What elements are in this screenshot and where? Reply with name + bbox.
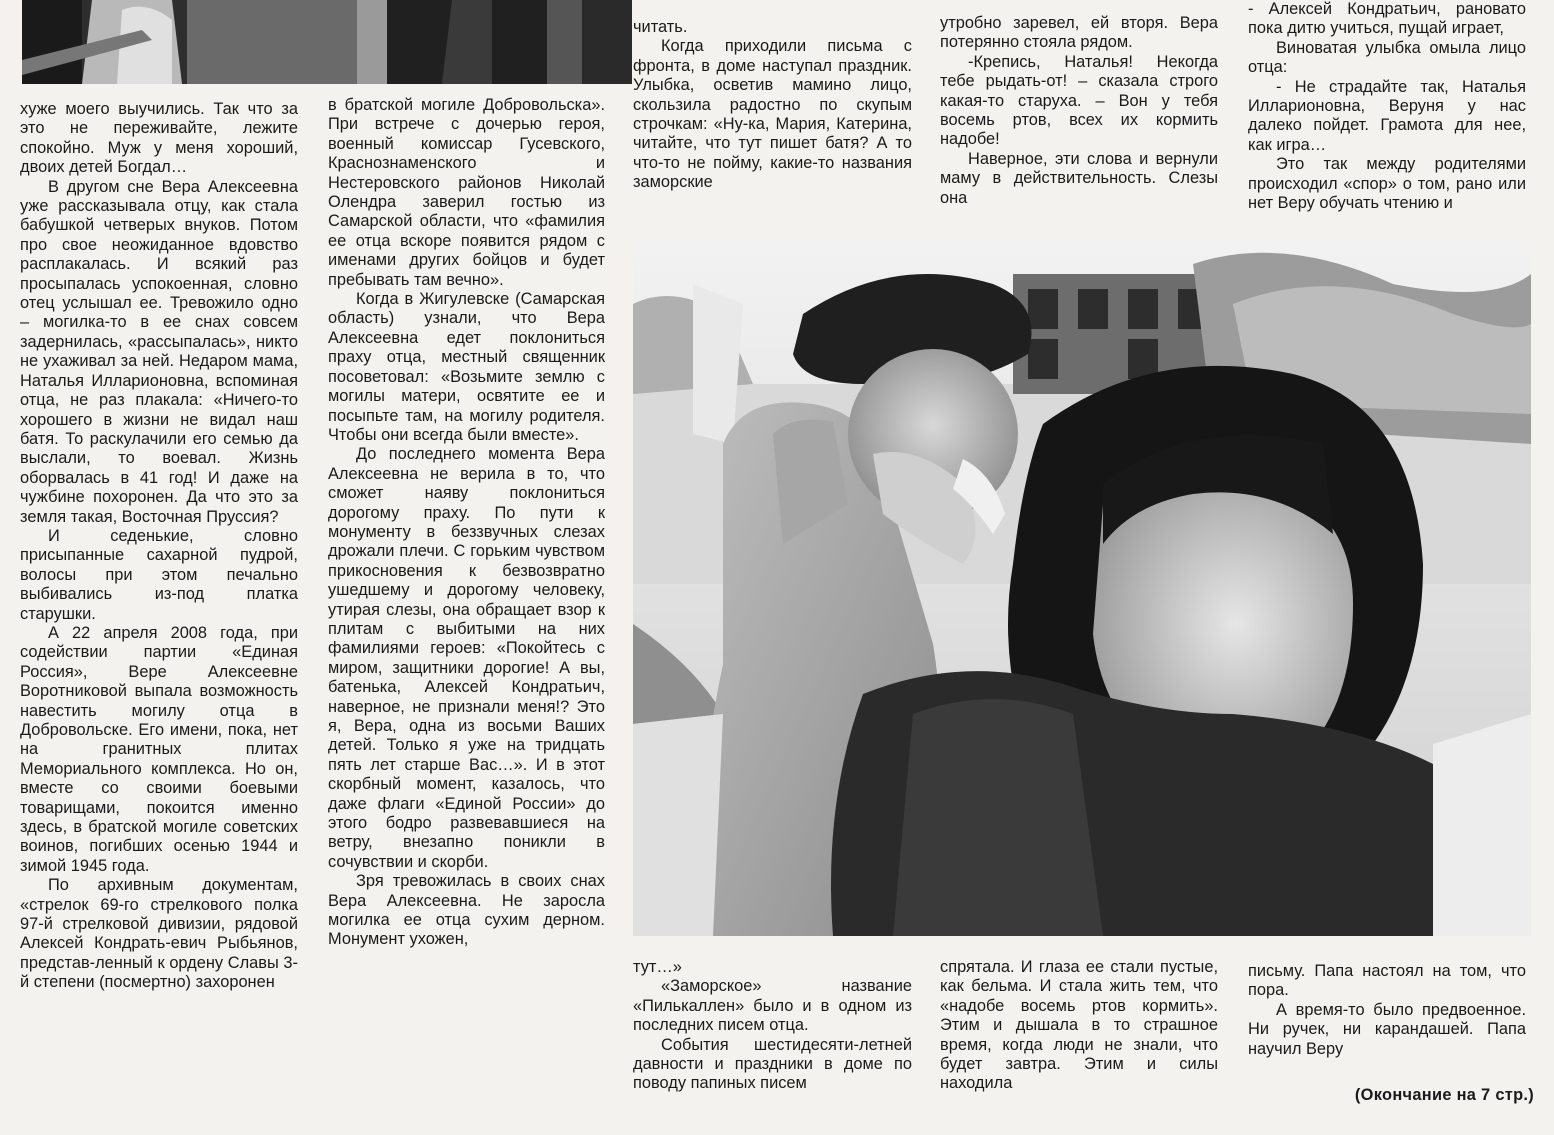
col1-paragraph: И седенькие, словно присыпанные сахарной пудрой, волосы при этом печально выбивались из-под платка старушки.	[20, 526, 298, 623]
col2-paragraph: в братской могиле Добровольска». При встрече с дочерью героя, военный комиссар Гусевского, Краснознаменского и Нестеровского районов Николай Олендра заверил гостью из Самарской области, что «фамилия ее отца вскоре появится рядом с именами других бойцов и будет пребывать там вечно».	[328, 96, 605, 289]
col3-paragraph: тут…»	[633, 958, 682, 976]
col5-paragraph: Виноватая улыбка омыла лицо отца:	[1248, 38, 1526, 77]
article-column-4-bottom	[940, 958, 1218, 1098]
col4-paragraph: -Крепись, Наталья! Некогда тебе рыдать-от! – сказала строго какая-то старуха. – Вон у тебя восемь ртов, всех их кормить надобе!	[940, 52, 1218, 149]
main-photo-graphic	[633, 244, 1531, 936]
col3-paragraph: читать.	[633, 18, 688, 36]
col5-paragraph: - Не страдайте так, Наталья Илларионовна, Веруня у нас далеко пойдет. Грамота для нее, как игра…	[1248, 77, 1526, 154]
article-column-3-bottom	[633, 958, 912, 1098]
col2-paragraph: Когда в Жигулевске (Самарская область) узнали, что Вера Алексеевна едет поклониться праху отца, местный священник посоветовал: «Возьмите землю с могилы матери, освятите ее и посыпьте там, на могилу родителя. Чтобы они всегда были вместе».	[328, 290, 605, 444]
col1-paragraph: хуже моего выучились. Так что за это не переживайте, лежите спокойно. Муж у меня хороший, двоих детей Богдал…	[20, 100, 298, 177]
col5-paragraph: Это так между родителями происходил «спор» о том, рано или нет Веру обучать чтению и	[1248, 155, 1526, 213]
col5-paragraph: письму. Папа настоял на том, что пора.	[1248, 962, 1526, 1000]
col4-paragraph: спрятала. И глаза ее стали пустые, как бельма. И стала жить тем, что «надобе восемь ртов кормить». Этим и дышала в то страшное время, когда люди не знали, что будет завтра. Этим и силы находила	[940, 958, 1218, 1093]
col2-paragraph: Зря тревожилась в своих снах Вера Алексеевна. Не заросла могилка ее отца сухим дерном. Монумент ухожен,	[328, 872, 605, 949]
col1-paragraph: По архивным документам, «стрелок 69-го стрелкового полка 97-й стрелковой дивизии, рядовой Алексей Кондрать-евич Рыбьянов, представ-ленный к ордену Славы 3-й степени (посмертно) захоронен	[20, 876, 298, 992]
article-column-3-top	[633, 18, 912, 218]
col1-paragraph: А 22 апреля 2008 года, при содействии партии «Единая Россия», Вере Алексеевне Воротниковой выпала возможность навестить могилу отца в Добровольске. Его имени, пока, нет на гранитных плитах Мемориального комплекса. Но он, вместе со своими боевыми товарищами, покоится именно здесь, в братской могиле советских воинов, погибших осенью 1944 и зимой 1945 года.	[20, 623, 298, 875]
article-column-5-top	[1248, 0, 1526, 232]
top-photo-graphic	[22, 0, 632, 84]
col1-paragraph: В другом сне Вера Алексеевна уже рассказывала отцу, как стала бабушкой четверых внуков. Потом про свое неожиданное вдовство расплакалась. И всякий раз просыпалась успокоенная, словно отец услышал ее. Тревожило одно – могилка-то в ее снах совсем задернилась, «рассыпалась», никто не ухаживал за ней. Недаром мама, Наталья Илларионовна, вспоминая отца, не раз плакала: «Ничего-то хорошего в жизни не видал наш батя. То раскулачили его семью да выслали, то воевал. Жизнь оборвалась в 41 год! И даже на чужбине похоронен. Да что это за земля такая, Восточная Пруссия?	[20, 177, 298, 526]
col3-paragraph: Когда приходили письма с фронта, в доме наступал праздник. Улыбка, осветив мамино лицо, скользила радостно по скупым строчкам: «Ну-ка, Мария, Катерина, читайте, что тут пишет батя? А то что-то не пойму, какие-то названия заморские	[633, 37, 912, 192]
article-column-4-top	[940, 14, 1218, 218]
col3-paragraph: События шестидесяти-летней давности и праздники в доме по поводу папиных писем	[633, 1035, 912, 1093]
top-photo-fragment	[22, 0, 632, 84]
col5-paragraph: А время-то было предвоенное. Ни ручек, ни карандашей. Папа научил Веру	[1248, 1000, 1526, 1058]
col2-paragraph: До последнего момента Вера Алексеевна не верила в то, что сможет наяву поклониться дорогому праху. По пути к монументу в беззвучных слезах дрожали плечи. С горьким чувством прикосновения к безвозвратно ушедшему и дорогому человеку, утирая слезы, она обращает взор к плитам с выбитыми на них фамилиями героев: «Покойтесь с миром, защитники дорогие! А вы, батенька, Алексей Кондратьич, наверное, не признали меня!? Это я, Вера, одна из восьми Ваших детей. Только я уже на тридцать пять лет старше Вас…». И в этот скорбный момент, казалось, что даже флаги «Единой России» до этого бодро развевавшиеся на ветру, внезапно поникли в сочувствии и скорби.	[328, 445, 605, 871]
continuation-note: (Окончание на 7 стр.)	[1354, 1086, 1534, 1104]
article-column-2	[328, 96, 605, 1116]
main-photo	[633, 244, 1531, 936]
article-column-1	[20, 100, 298, 1120]
article-column-5-bottom	[1248, 962, 1526, 1062]
col4-paragraph: утробно заревел, ей вторя. Вера потерянно стояла рядом.	[940, 14, 1218, 52]
col3-paragraph: «Заморское» название «Пилькаллен» было и в одном из последних писем отца.	[633, 977, 912, 1035]
col5-paragraph: - Алексей Кондратьич, рановато пока дитю учиться, пущай играет,	[1248, 0, 1526, 38]
col4-paragraph: Наверное, эти слова и вернули маму в действительность. Слезы она	[940, 149, 1218, 207]
